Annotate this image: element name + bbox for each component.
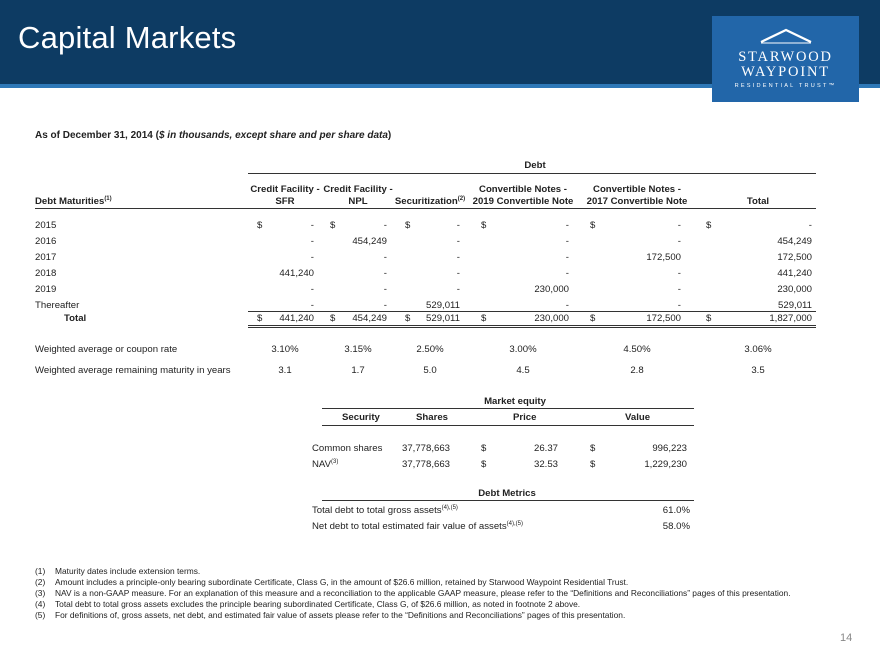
logo-text-line1: STARWOOD <box>738 49 833 65</box>
debt-metric-label <box>312 521 523 532</box>
equity-header-price: Price <box>513 412 537 423</box>
currency-symbol: $ <box>590 220 596 231</box>
rate-cell: 2.50% <box>416 344 444 355</box>
debt-cell: - <box>456 284 460 295</box>
debt-cell: 441,240 <box>777 268 812 279</box>
currency-symbol: $ <box>590 443 596 454</box>
debt-row-label: 2015 <box>35 220 57 231</box>
as-of-bold: As of December 31, 2014 ( <box>35 130 159 141</box>
debt-metric-label-text: Total debt to total gross assets <box>312 505 442 516</box>
maturity-cell: 5.0 <box>423 365 437 376</box>
equity-row-security <box>312 443 382 454</box>
debt-row-label: 2017 <box>35 252 57 263</box>
logo-text-line2: WAYPOINT <box>741 64 830 80</box>
debt-col-header <box>468 196 578 207</box>
debt-metric-label <box>312 505 458 516</box>
market-equity-header-rule <box>322 425 694 426</box>
debt-col-header <box>703 196 813 207</box>
equity-row-price: 26.37 <box>533 443 558 454</box>
debt-row-header <box>35 196 112 207</box>
debt-metric-value: 61.0% <box>662 505 690 516</box>
currency-symbol: $ <box>257 220 263 231</box>
debt-group-label: Debt <box>524 160 546 171</box>
debt-cell: - <box>808 220 812 231</box>
currency-symbol: $ <box>706 220 712 231</box>
currency-symbol: $ <box>330 313 336 324</box>
debt-metric-label-text: Net debt to total estimated fair value of assets <box>312 521 507 532</box>
debt-cell: 230,000 <box>534 284 569 295</box>
debt-cell: 454,249 <box>352 313 387 324</box>
debt-metric-value: 58.0% <box>662 521 690 532</box>
maturity-label: Weighted average remaining maturity in years <box>35 365 231 376</box>
debt-metric-label-footnote-ref: (4),(5) <box>441 505 458 511</box>
footnote-text: Total debt to total gross assets excludes the principle bearing subordinated Certificate, Class G, of $26.6 million, as noted in footnote 2 above. <box>55 599 581 609</box>
equity-row-security-text: Common shares <box>312 443 383 454</box>
debt-cell: - <box>383 220 387 231</box>
debt-col-header-text: NPL <box>348 196 368 207</box>
debt-cell: 1,827,000 <box>769 313 812 324</box>
debt-cell: 441,240 <box>279 268 314 279</box>
footnote-item <box>35 566 835 577</box>
debt-cell: - <box>565 236 569 247</box>
debt-cell: - <box>456 252 460 263</box>
debt-cell: 230,000 <box>534 313 569 324</box>
equity-row-value: 1,229,230 <box>644 459 687 470</box>
debt-cell: 529,011 <box>426 300 460 311</box>
page-number: 14 <box>840 632 853 644</box>
market-equity-title: Market equity <box>484 396 546 407</box>
footnote-number: (3) <box>35 588 46 598</box>
as-of-italic: $ in thousands, except share and per share data <box>158 130 388 141</box>
debt-cell: - <box>310 300 314 311</box>
footnote-text: Amount includes a principle-only bearing subordinate Certificate, Class G, in the amount of $26.6 million, retained by Starwood Waypoint Residential Trust. <box>55 577 629 587</box>
debt-col-header-text: 2019 Convertible Note <box>472 196 574 207</box>
debt-header-rule <box>35 208 816 209</box>
equity-row-shares: 37,778,663 <box>402 443 451 454</box>
debt-cell: - <box>310 284 314 295</box>
equity-row-shares: 37,778,663 <box>402 459 451 470</box>
equity-header-value: Value <box>625 412 651 423</box>
debt-total-bottom-rule <box>248 325 816 326</box>
debt-row-label: 2018 <box>35 268 57 279</box>
debt-metrics-title-rule <box>322 500 694 501</box>
footnote-item <box>35 610 835 621</box>
currency-symbol: $ <box>481 459 487 470</box>
footnotes <box>35 566 835 621</box>
debt-cell: 230,000 <box>777 284 812 295</box>
equity-row-security-footnote-ref: (3) <box>331 459 339 465</box>
rate-cell: 3.00% <box>509 344 537 355</box>
currency-symbol: $ <box>481 443 487 454</box>
debt-col-header-line1: Credit Facility - <box>323 184 393 195</box>
as-of-caption <box>35 130 391 141</box>
debt-col-header-line1: Convertible Notes - <box>479 184 567 195</box>
debt-cell: 172,500 <box>777 252 812 263</box>
footnote-item <box>35 577 835 588</box>
debt-cell: 454,249 <box>352 236 387 247</box>
footnote-number: (2) <box>35 577 46 587</box>
debt-cell: 172,500 <box>646 313 681 324</box>
debt-cell: 441,240 <box>279 313 314 324</box>
maturity-cell: 3.5 <box>751 365 765 376</box>
debt-cell: - <box>456 220 460 231</box>
footnote-text: Maturity dates include extension terms. <box>55 566 201 576</box>
debt-cell: - <box>310 236 314 247</box>
debt-cell: - <box>565 268 569 279</box>
equity-row-security-text: NAV <box>312 459 332 470</box>
debt-cell: - <box>310 252 314 263</box>
debt-col-header <box>582 196 692 207</box>
currency-symbol: $ <box>590 313 596 324</box>
debt-cell: - <box>565 252 569 263</box>
debt-cell: - <box>383 268 387 279</box>
debt-metric-label-footnote-ref: (4),(5) <box>506 521 523 527</box>
footnote-text: For definitions of, gross assets, net debt, and estimated fair value of assets please refer to the “Definitions and Reconciliations” pages of this presentation. <box>55 610 626 620</box>
footnote-text: NAV is a non-GAAP measure. For an explanation of this measure and a reconciliation to the applicable GAAP measure, please refer to the “Definitions and Reconciliations” pages of this presentation. <box>55 588 791 598</box>
debt-col-header-text: 2017 Convertible Note <box>586 196 688 207</box>
debt-cell: 529,011 <box>778 300 812 311</box>
currency-symbol: $ <box>481 220 487 231</box>
debt-total-top-rule <box>248 311 816 312</box>
equity-row-value: 996,223 <box>652 443 687 454</box>
market-equity-title-rule <box>322 408 694 409</box>
debt-group-rule <box>248 173 816 174</box>
rate-cell: 4.50% <box>623 344 651 355</box>
debt-cell: - <box>383 252 387 263</box>
equity-row-security <box>312 459 338 470</box>
currency-symbol: $ <box>590 459 596 470</box>
footnote-number: (4) <box>35 599 46 609</box>
debt-row-label: 2019 <box>35 284 57 295</box>
currency-symbol: $ <box>405 313 411 324</box>
debt-col-header-text: Securitization <box>394 196 458 207</box>
currency-symbol: $ <box>330 220 336 231</box>
debt-col-header-footnote-ref: (2) <box>457 196 466 202</box>
logo-text-line3: RESIDENTIAL TRUST™ <box>734 83 837 89</box>
roof-icon <box>760 28 812 44</box>
equity-header-security: Security <box>342 412 380 423</box>
debt-row-label: 2016 <box>35 236 57 247</box>
debt-cell: - <box>456 268 460 279</box>
currency-symbol: $ <box>405 220 411 231</box>
debt-cell: - <box>456 236 460 247</box>
company-logo <box>712 16 859 102</box>
debt-row-header-footnote-ref: (1) <box>104 196 112 202</box>
footnote-number: (5) <box>35 610 46 620</box>
debt-cell: - <box>677 268 681 279</box>
debt-cell: - <box>383 300 387 311</box>
as-of-close: ) <box>387 130 392 141</box>
currency-symbol: $ <box>481 313 487 324</box>
maturity-cell: 4.5 <box>516 365 530 376</box>
debt-cell: 529,011 <box>426 313 460 324</box>
debt-metrics-title: Debt Metrics <box>478 488 536 499</box>
debt-row-label: Thereafter <box>35 300 80 311</box>
debt-cell: - <box>565 300 569 311</box>
debt-row-label: Total <box>64 313 87 324</box>
maturity-cell: 3.1 <box>278 365 292 376</box>
footnote-number: (1) <box>35 566 46 576</box>
page-title: Capital Markets <box>18 20 237 55</box>
debt-cell: - <box>383 284 387 295</box>
currency-symbol: $ <box>257 313 263 324</box>
equity-row-price: 32.53 <box>533 459 558 470</box>
rate-cell: 3.10% <box>271 344 299 355</box>
rate-cell: 3.15% <box>344 344 372 355</box>
debt-cell: - <box>565 220 569 231</box>
debt-cell: - <box>310 220 314 231</box>
debt-cell: - <box>677 284 681 295</box>
debt-row-header-text: Debt Maturities <box>35 196 105 207</box>
footnote-item <box>35 599 835 610</box>
equity-header-shares: Shares <box>416 412 448 423</box>
debt-cell: - <box>677 220 681 231</box>
currency-symbol: $ <box>706 313 712 324</box>
rate-cell: 3.06% <box>744 344 772 355</box>
debt-col-header-line1: Convertible Notes - <box>593 184 681 195</box>
debt-cell: - <box>677 300 681 311</box>
debt-cell: 454,249 <box>777 236 812 247</box>
footnote-item <box>35 588 835 599</box>
debt-cell: - <box>677 236 681 247</box>
debt-total-bottom-rule-2 <box>248 327 816 328</box>
maturity-cell: 2.8 <box>630 365 644 376</box>
debt-col-header-line1: Credit Facility - <box>250 184 320 195</box>
debt-col-header-text: Total <box>746 196 770 207</box>
rate-label: Weighted average or coupon rate <box>35 344 178 355</box>
debt-cell: 172,500 <box>646 252 681 263</box>
maturity-cell: 1.7 <box>351 365 365 376</box>
debt-col-header-text: SFR <box>275 196 295 207</box>
